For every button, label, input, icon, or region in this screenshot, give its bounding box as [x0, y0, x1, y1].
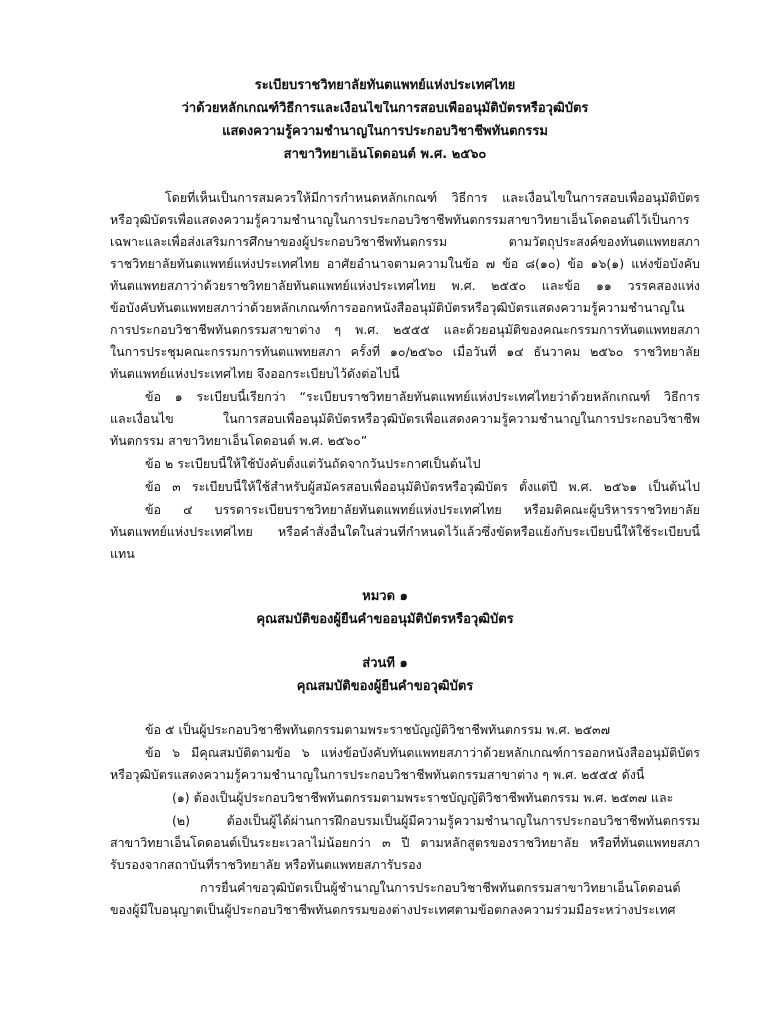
- chapter-number: หมวด ๑: [362, 589, 408, 604]
- clause-line: ข้อ ๔ บรรดาระเบียบราชวิทยาลัยทันตแพทย์แห่งประเทศไทย หรือมติคณะผู้บริหารราชวิทยาลัย: [145, 502, 700, 517]
- clause-line: การยื่นคำขอวุฒิบัตรเป็นผู้ชำนาญในการประกอบวิชาชีพทันตกรรมสาขาวิทยาเอ็นโดดอนต์: [200, 880, 681, 895]
- clause-line: หรือวุฒิบัตรแสดงความรู้ความชำนาญในการประกอบวิชาชีพทันตกรรมสาขาต่าง ๆ พ.ศ. ๒๕๕๕ ดังนี้: [110, 767, 645, 782]
- doc-title-line-4: สาขาวิทยาเอ็นโดดอนต์ พ.ศ. ๒๕๖๐: [283, 147, 487, 162]
- clause-line: ทันตแพทย์แห่งประเทศไทย หรือคำสั่งอื่นใดในส่วนที่กำหนดไว้แล้วซึ่งขัดหรือแย้งกับระเบียบนี้ให้ใช้ระเบียบนี้: [110, 524, 700, 539]
- clause-line: แทน: [110, 546, 135, 561]
- clause-line: และเงื่อนไข ในการสอบเพื่ออนุมัติบัตรหรือวุฒิบัตรเพื่อแสดงความรู้ความชำนาญในการประกอบวิชาชีพ: [110, 411, 700, 426]
- clause-line: ข้อ ๑ ระเบียบนี้เรียกว่า “ระเบียบราชวิทยาลัยทันตแพทย์แห่งประเทศไทยว่าด้วยหลักเกณฑ์ วิธีการ: [145, 389, 700, 404]
- clause-line: ข้อ ๖ มีคุณสมบัติตามข้อ ๖ แห่งข้อบังคับทันตแพทยสภาว่าด้วยหลักเกณฑ์การออกหนังสืออนุมัติบัตร: [145, 745, 700, 760]
- clause-line: ข้อ ๕ เป็นผู้ประกอบวิชาชีพทันตกรรมตามพระราชบัญญัติวิชาชีพทันตกรรม พ.ศ. ๒๕๓๗: [145, 722, 611, 737]
- part-number: ส่วนที่ ๑: [362, 656, 408, 671]
- preamble-line: ข้อบังคับทันตแพทยสภาว่าด้วยหลักเกณฑ์การออกหนังสืออนุมัติบัตรหรือวุฒิบัตรแสดงความรู้ความชำนาญใน: [110, 300, 685, 315]
- preamble-line: ในการประชุมคณะกรรมการทันตแพทยสภา ครั้งที่ ๑๐/๒๕๖๐ เมื่อวันที่ ๑๔ ธันวาคม ๒๕๖๐ ราชวิทยาลัย: [110, 344, 700, 359]
- preamble-line: ทันตแพทย์แห่งประเทศไทย จึงออกระเบียบไว้ดังต่อไปนี้: [110, 366, 400, 381]
- preamble-line: หรือวุฒิบัตรเพื่อแสดงความรู้ความชำนาญในการประกอบวิชาชีพทันตกรรมสาขาวิทยาเอ็นโดดอนต์ไว้เป็นการ: [110, 212, 690, 227]
- preamble-line: ราชวิทยาลัยทันตแพทย์แห่งประเทศไทย อาศัยอำนาจตามความในข้อ ๗ ข้อ ๘(๑๐) ข้อ ๑๖(๑) แห่งข้อบังคับ: [110, 256, 700, 271]
- preamble-line: การประกอบวิชาชีพทันตกรรมสาขาต่าง ๆ พ.ศ. ๒๕๕๕ และด้วยอนุมัติของคณะกรรมการทันตแพทยสภา: [110, 322, 700, 337]
- chapter-title: คุณสมบัติของผู้ยื่นคำขออนุมัติบัตรหรือวุฒิบัตร: [256, 612, 514, 627]
- doc-title-line-2: ว่าด้วยหลักเกณฑ์วิธีการและเงื่อนไขในการสอบเพื่ออนุมัติบัตรหรือวุฒิบัตร: [181, 101, 589, 116]
- subclause-line: สาขาวิทยาเอ็นโดดอนต์เป็นระยะเวลาไม่น้อยกว่า ๓ ปี ตามหลักสูตรของราชวิทยาลัย หรือที่ทันตแพทยสภา: [110, 835, 700, 850]
- preamble-line: เฉพาะและเพื่อส่งเสริมการศึกษาของผู้ประกอบวิชาชีพทันตกรรม ตามวัตถุประสงค์ของทันตแพทยสภา: [110, 234, 700, 249]
- subclause-line: (๒) ต้องเป็นผู้ได้ผ่านการฝึกอบรมเป็นผู้มีความรู้ความชำนาญในการประกอบวิชาชีพทันตกรรม: [172, 813, 700, 828]
- preamble-line: ทันตแพทยสภาว่าด้วยราชวิทยาลัยทันตแพทย์แห่งประเทศไทย พ.ศ. ๒๕๕๐ และข้อ ๑๑ วรรคสองแห่ง: [110, 278, 700, 293]
- subclause-line: รับรองจากสถาบันที่ราชวิทยาลัย หรือทันตแพทยสภารับรอง: [110, 857, 422, 872]
- doc-title-line-1: ระเบียบราชวิทยาลัยทันตแพทย์แห่งประเทศไทย: [254, 78, 516, 93]
- clause-line: ทันตกรรม สาขาวิทยาเอ็นโดดอนต์ พ.ศ. ๒๕๖๐”: [110, 433, 368, 448]
- part-title: คุณสมบัติของผู้ยื่นคำขอวุฒิบัตร: [296, 679, 474, 694]
- clause-line: ข้อ ๓ ระเบียบนี้ให้ใช้สำหรับผู้สมัครสอบเพื่ออนุมัติบัตรหรือวุฒิบัตร ตั้งแต่ปี พ.ศ. ๒๕๖๑ เป็นต้นไป: [145, 479, 700, 494]
- subclause-line: (๑) ต้องเป็นผู้ประกอบวิชาชีพทันตกรรมตามพระราชบัญญัติวิชาชีพทันตกรรม พ.ศ. ๒๕๓๗ และ: [172, 790, 674, 805]
- clause-line: ของผู้มีใบอนุญาตเป็นผู้ประกอบวิชาชีพทันตกรรมของต่างประเทศตามข้อตกลงความร่วมมือระหว่างประเทศ: [110, 902, 676, 917]
- clause-line: ข้อ ๒ ระเบียบนี้ให้ใช้บังคับตั้งแต่วันถัดจากวันประกาศเป็นต้นไป: [145, 456, 481, 471]
- preamble-line: โดยที่เห็นเป็นการสมควรให้มีการกำหนดหลักเกณฑ์ วิธีการ และเงื่อนไขในการสอบเพื่ออนุมัติบัตร: [165, 190, 700, 205]
- doc-title-line-3: แสดงความรู้ความชำนาญในการประกอบวิชาชีพทันตกรรม: [222, 124, 548, 139]
